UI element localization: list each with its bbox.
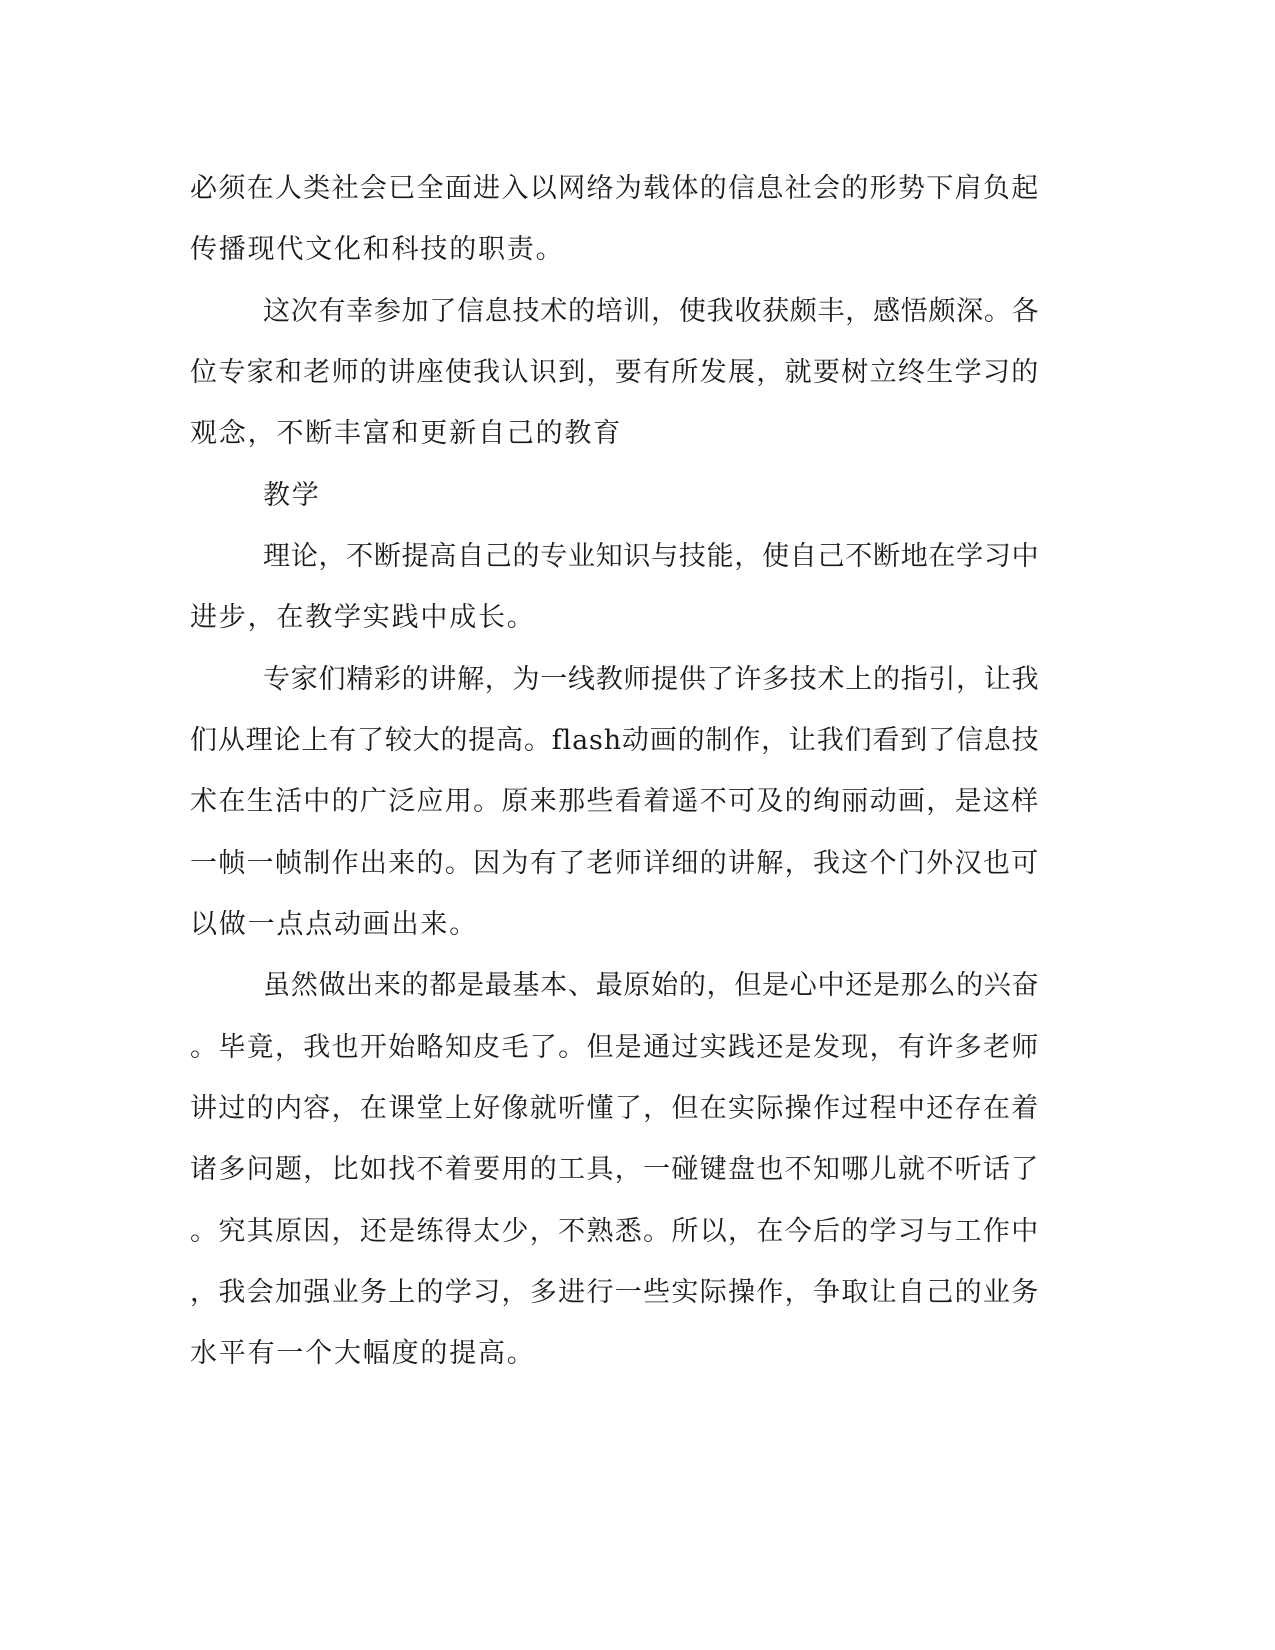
line-text: 们从理论上有了较大的提高。flash动画的制作，让我们看到了信息技 bbox=[190, 725, 1040, 756]
paragraph-line bbox=[0, 1333, 1275, 1375]
line-text: 诸多问题，比如找不着要用的工具，一碰键盘也不知哪儿就不听话了 bbox=[190, 1154, 1040, 1185]
line-text: 这次有幸参加了信息技术的培训，使我收获颇丰，感悟颇深。各 bbox=[263, 296, 1040, 327]
paragraph-line bbox=[0, 352, 1275, 394]
line-text: 位专家和老师的讲座使我认识到，要有所发展，就要树立终生学习的 bbox=[190, 357, 1040, 388]
paragraph-line bbox=[0, 659, 1275, 701]
paragraph-line bbox=[0, 168, 1275, 210]
line-text: 专家们精彩的讲解，为一线教师提供了许多技术上的指引，让我 bbox=[263, 664, 1040, 695]
line-text: 必须在人类社会已全面进入以网络为载体的信息社会的形势下肩负起 bbox=[190, 173, 1040, 204]
line-text: 水平有一个大幅度的提高。 bbox=[190, 1338, 536, 1369]
paragraph-line bbox=[0, 1272, 1275, 1314]
line-text: 术在生活中的广泛应用。原来那些看着遥不可及的绚丽动画，是这样 bbox=[190, 786, 1040, 817]
paragraph-line bbox=[0, 475, 1275, 517]
paragraph-line bbox=[0, 843, 1275, 885]
paragraph-line bbox=[0, 291, 1275, 333]
paragraph-line bbox=[0, 229, 1275, 271]
line-text: 。究其原因，还是练得太少，不熟悉。所以，在今后的学习与工作中 bbox=[190, 1216, 1040, 1247]
paragraph-line bbox=[0, 1149, 1275, 1191]
paragraph-line bbox=[0, 1211, 1275, 1253]
paragraph-line bbox=[0, 1088, 1275, 1130]
line-text: ，我会加强业务上的学习，多进行一些实际操作，争取让自己的业务 bbox=[190, 1277, 1040, 1308]
paragraph-line bbox=[0, 904, 1275, 946]
paragraph-line bbox=[0, 781, 1275, 823]
line-text: 进步，在教学实践中成长。 bbox=[190, 602, 536, 633]
line-text: 一帧一帧制作出来的。因为有了老师详细的讲解，我这个门外汉也可 bbox=[190, 848, 1040, 879]
line-text: 。毕竟，我也开始略知皮毛了。但是通过实践还是发现，有许多老师 bbox=[190, 1032, 1040, 1063]
line-text: 理论，不断提高自己的专业知识与技能，使自己不断地在学习中 bbox=[263, 541, 1040, 572]
line-text: 教学 bbox=[263, 480, 321, 511]
line-text: 传播现代文化和科技的职责。 bbox=[190, 234, 565, 265]
paragraph-line bbox=[0, 597, 1275, 639]
paragraph-line bbox=[0, 536, 1275, 578]
paragraph-line bbox=[0, 965, 1275, 1007]
paragraph-line bbox=[0, 413, 1275, 455]
line-text: 讲过的内容，在课堂上好像就听懂了，但在实际操作过程中还存在着 bbox=[190, 1093, 1040, 1124]
line-text: 虽然做出来的都是最基本、最原始的，但是心中还是那么的兴奋 bbox=[263, 970, 1040, 1001]
paragraph-line bbox=[0, 1027, 1275, 1069]
line-text: 观念，不断丰富和更新自己的教育 bbox=[190, 418, 622, 449]
paragraph-line bbox=[0, 720, 1275, 762]
line-text: 以做一点点动画出来。 bbox=[190, 909, 478, 940]
